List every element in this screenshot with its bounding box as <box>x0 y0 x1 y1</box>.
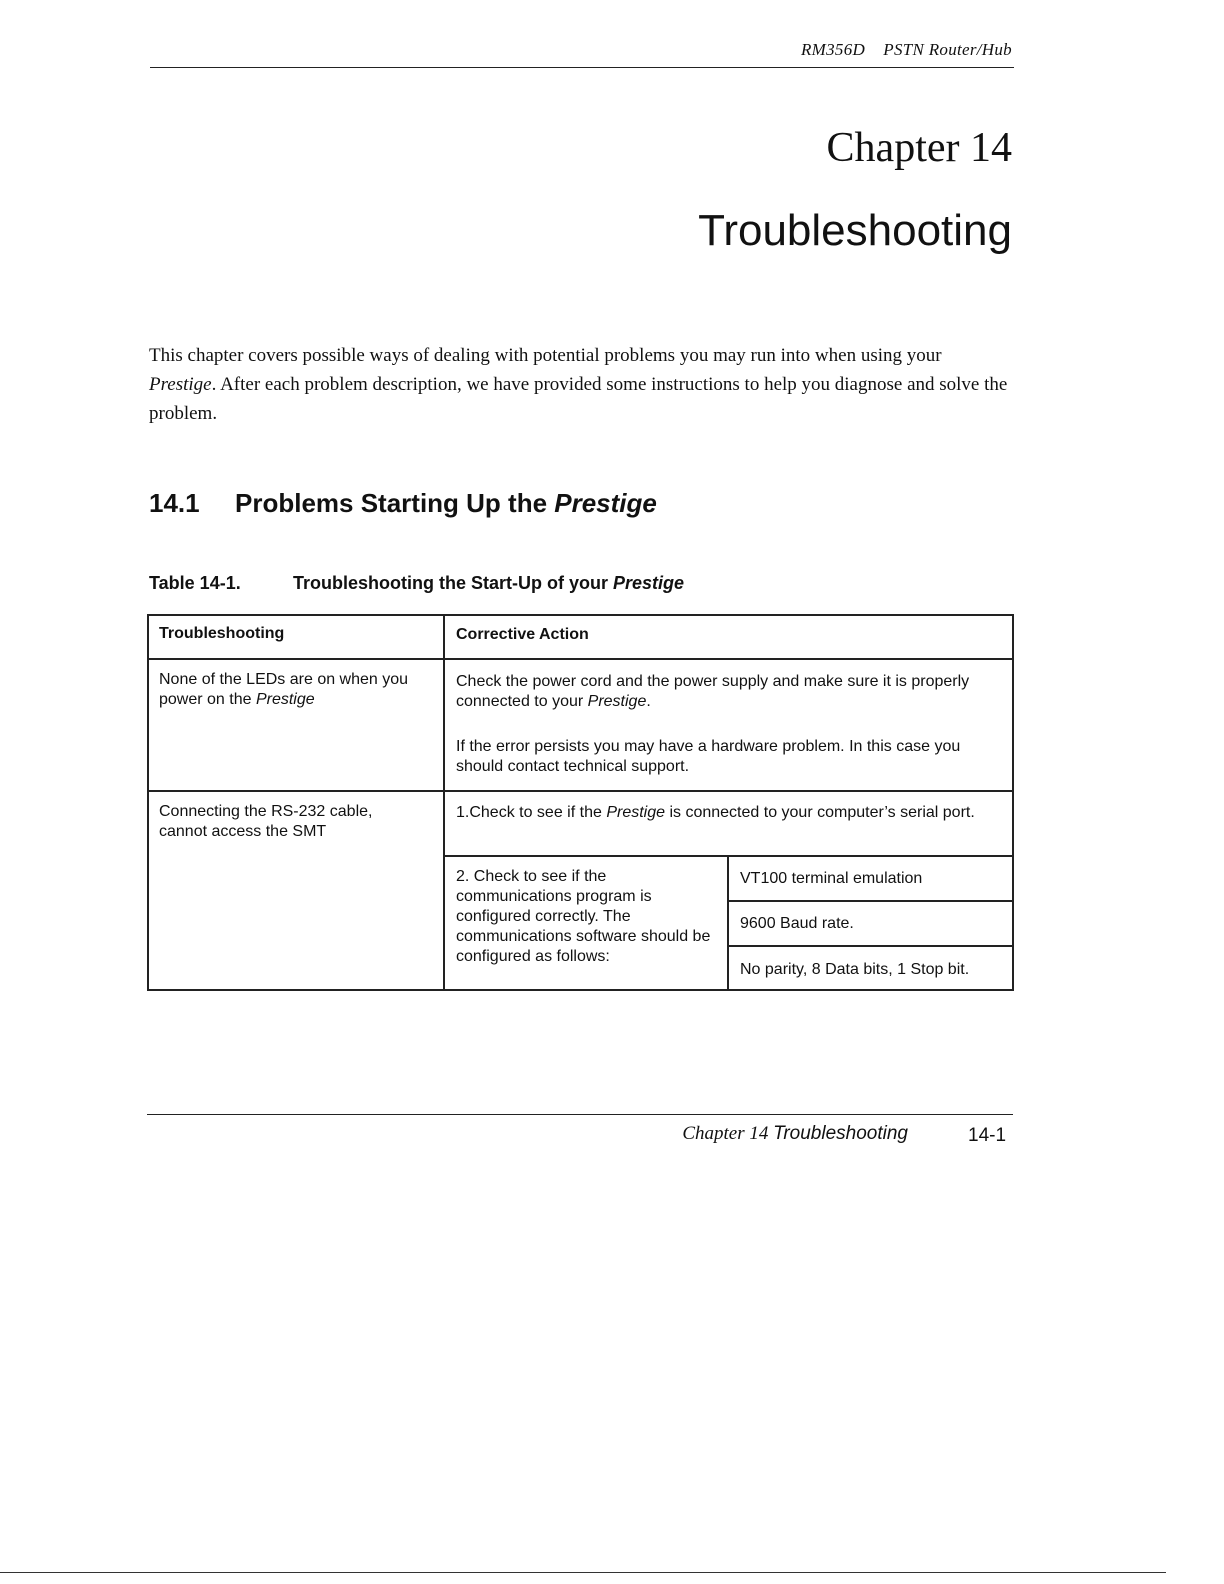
intro-text-end: . After each problem description, we have provided some instructions to help you diagnose and solve the problem. <box>149 374 1008 424</box>
setting-terminal-emulation: VT100 terminal emulation <box>740 870 923 887</box>
intro-product-name: Prestige <box>149 374 212 395</box>
table-border-left <box>147 614 149 991</box>
table-column-divider <box>443 614 445 991</box>
setting-parity-bits: No parity, 8 Data bits, 1 Stop bit. <box>740 961 970 978</box>
running-header: RM356D PSTN Router/Hub <box>800 40 1012 59</box>
table-border-top <box>147 614 1014 616</box>
table-row-2-step-1 <box>456 803 1006 823</box>
table-settings-column-divider <box>727 855 729 991</box>
table-caption-label: Table 14-1. <box>149 573 241 593</box>
table-header-divider <box>147 658 1014 660</box>
table-row-1-action <box>456 672 1001 777</box>
table-settings-divider-2 <box>728 945 1014 947</box>
table-settings-divider-1 <box>728 900 1014 902</box>
footer-chapter <box>0 1123 908 1145</box>
intro-text-start: This chapter covers possible ways of dealing with potential problems you may run into when using your <box>149 345 942 366</box>
table-row-divider <box>147 790 1014 792</box>
table-row-2-problem: Connecting the RS-232 cable, cannot access the SMT <box>159 803 373 840</box>
row-1-action-period: . <box>646 693 651 710</box>
intro-paragraph <box>149 341 1009 428</box>
table-border-bottom <box>147 989 1014 991</box>
chapter-title: Troubleshooting <box>698 206 1012 255</box>
page-number: 14-1 <box>968 1125 1007 1146</box>
row-1-action-text: Check the power cord and the power supply and make sure it is properly connected to your <box>456 673 970 710</box>
row-1-action-product: Prestige <box>587 693 647 710</box>
footer-chapter-title: Troubleshooting <box>773 1123 908 1144</box>
section-title: Problems Starting Up the <box>235 488 555 518</box>
table-row-2-step-2: 2. Check to see if the communications program is configured correctly. The communications software should be configured as follows: <box>456 868 711 965</box>
table-caption-text: Troubleshooting the Start-Up of your <box>293 573 613 593</box>
table-step-divider <box>444 855 1014 857</box>
row-1-action-paragraph-1 <box>456 672 1001 712</box>
row-1-problem-product: Prestige <box>255 691 315 708</box>
header-rule <box>150 67 1014 68</box>
row-1-action-paragraph-2: If the error persists you may have a hardware problem. In this case you should contact technical support. <box>456 738 961 775</box>
setting-baud-rate: 9600 Baud rate. <box>740 915 854 932</box>
row-1-problem-text: None of the LEDs are on when you power on the <box>159 671 409 708</box>
table-header-troubleshooting: Troubleshooting <box>159 625 285 642</box>
footer-rule <box>147 1114 1013 1115</box>
section-heading <box>149 488 657 519</box>
chapter-number: Chapter 14 <box>826 125 1012 171</box>
table-caption <box>149 573 684 594</box>
table-border-right <box>1012 614 1014 991</box>
row-2-step-1-end: is connected to your computer’s serial port. <box>665 804 975 821</box>
footer-chapter-label: Chapter 14 <box>682 1123 774 1144</box>
row-2-step-1-product: Prestige <box>606 804 666 821</box>
table-header-corrective-action: Corrective Action <box>456 626 589 643</box>
troubleshooting-table <box>147 614 1014 991</box>
table-row-1-problem <box>159 670 429 710</box>
section-title-product: Prestige <box>554 488 657 518</box>
scan-edge-line <box>0 1572 1166 1573</box>
section-number: 14.1 <box>149 488 200 518</box>
table-caption-product: Prestige <box>612 573 685 593</box>
row-2-step-1-text: 1.Check to see if the <box>456 804 607 821</box>
